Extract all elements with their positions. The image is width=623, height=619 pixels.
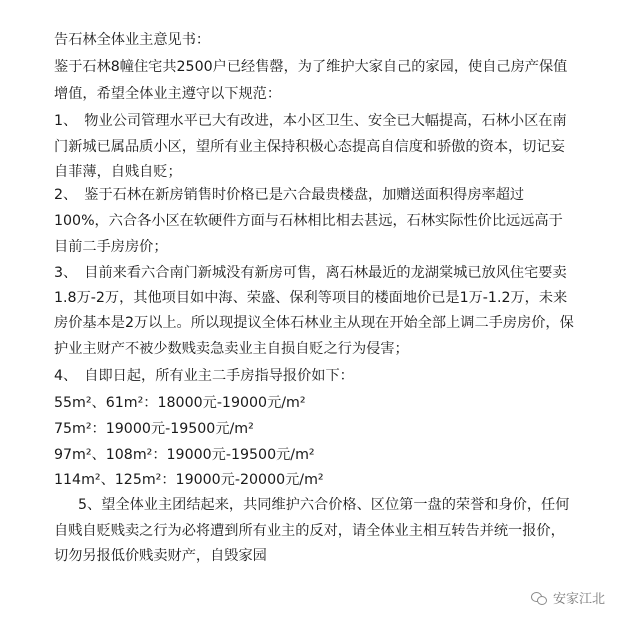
paragraph-line: 自菲薄，自贱自贬； <box>54 164 182 180</box>
wechat-icon <box>531 591 547 605</box>
paragraph-line: 100%，六合各小区在软硬件方面与石林相比相去甚远，石林实际性价比远远高于 <box>54 213 563 229</box>
paragraph-line: 5、望全体业主团结起来，共同维护六合价格、区位第一盘的荣誉和身价，任何 <box>78 497 570 513</box>
price-line: 97m²、108m²：19000元-19500元/m² <box>54 447 315 463</box>
document-title: 告石林全体业主意见书： <box>54 32 211 48</box>
paragraph-line: 3、 目前来看六合南门新城没有新房可售，离石林最近的龙湖棠城已放风住宅要卖 <box>54 265 567 281</box>
paragraph-line: 增值，希望全体业主遵守以下规范： <box>54 86 282 102</box>
paragraph-line: 切勿另报低价贱卖财产，自毁家园 <box>54 548 267 564</box>
paragraph-line: 鉴于石林8幢住宅共2500户已经售罄，为了维护大家自己的家园，使自己房产保值 <box>54 59 568 75</box>
watermark <box>531 588 605 607</box>
paragraph-line: 4、 自即日起，所有业主二手房指导报价如下： <box>54 368 354 384</box>
watermark-text: 安家江北 <box>552 592 605 607</box>
paragraph-line: 1、 物业公司管理水平已大有改进，本小区卫生、安全已大幅提高，石林小区在南 <box>54 113 567 129</box>
paragraph-line: 房价基本是2万以上。所以现提议全体石林业主从现在开始全部上调二手房房价，保 <box>54 315 574 331</box>
paragraph-line: 2、 鉴于石林在新房销售时价格已是六合最贵楼盘，加赠送面积得房率超过 <box>54 187 525 203</box>
paragraph-line: 目前二手房房价； <box>54 239 168 255</box>
paragraph-line: 护业主财产不被少数贱卖急卖业主自损自贬之行为侵害； <box>54 341 409 357</box>
paragraph-line: 1.8万-2万，其他项目如中海、荣盛、保利等项目的楼面地价已是1万-1.2万，未来 <box>54 290 568 306</box>
paragraph-line: 门新城已属品质小区，望所有业主保持积极心态提高自信度和骄傲的资本，切记妄 <box>54 139 565 155</box>
price-line: 114m²、125m²：19000元-20000元/m² <box>54 472 324 488</box>
price-line: 75m²：19000元-19500元/m² <box>54 421 254 437</box>
price-line: 55m²、61m²：18000元-19000元/m² <box>54 395 306 411</box>
paragraph-line: 自贱自贬贱卖之行为必将遭到所有业主的反对，请全体业主相互转告并统一报价， <box>54 523 565 539</box>
